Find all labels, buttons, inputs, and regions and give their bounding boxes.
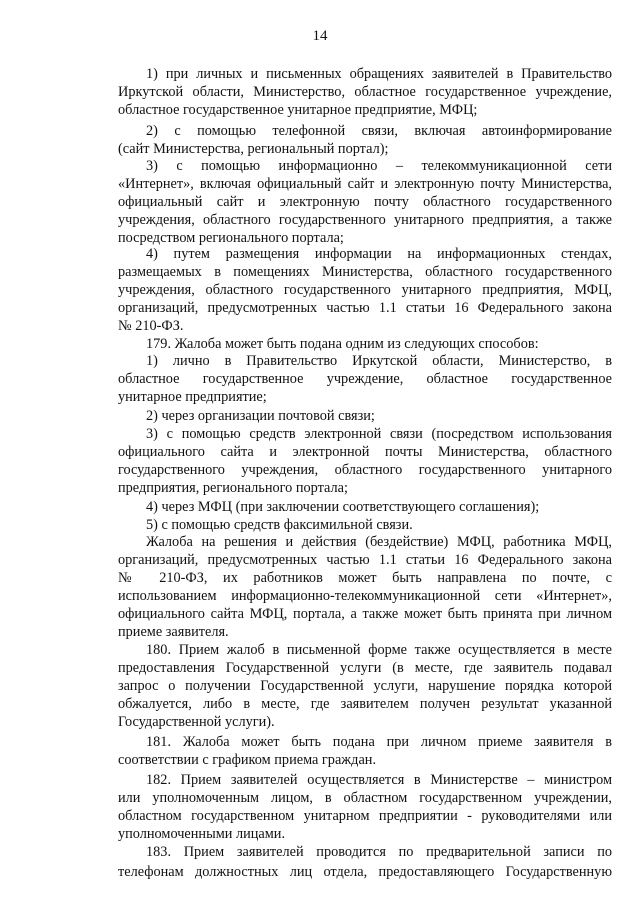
text-line: областное государственное унитарное предприятие, МФЦ; bbox=[118, 102, 478, 118]
text-line: 180. Прием жалоб в письменной форме также осуществляется в месте bbox=[146, 642, 612, 658]
text-line: использованием информационно-телекоммуникационной сети «Интернет», bbox=[118, 588, 612, 604]
text-line: 182. Прием заявителей осуществляется в Министерстве – министром bbox=[146, 772, 612, 788]
text-line: приеме заявителя. bbox=[118, 624, 229, 640]
text-line: 1) лично в Правительство Иркутской области, Министерство, в bbox=[146, 353, 612, 369]
text-line: 183. Прием заявителей проводится по предварительной записи по bbox=[146, 844, 612, 860]
text-line: предприятия, регионального портала; bbox=[118, 480, 348, 496]
text-line: уполномоченными лицами. bbox=[118, 826, 286, 842]
text-line: посредством регионального портала; bbox=[118, 230, 344, 246]
text-line: № 210-ФЗ, их работников может быть направлена по почте, с bbox=[118, 570, 612, 586]
text-line: 3) с помощью средств электронной связи (посредством использования bbox=[146, 426, 612, 442]
text-line: соответствии с графиком приема граждан. bbox=[118, 752, 377, 768]
text-line: 3) с помощью информационно – телекоммуникационной сети bbox=[146, 158, 612, 174]
text-line: Жалоба на решения и действия (бездействие) МФЦ, работника МФЦ, bbox=[146, 534, 612, 550]
text-line: организаций, предусмотренных частью 1.1 статьи 16 Федерального закона bbox=[118, 552, 612, 568]
text-line: официального сайта МФЦ, портала, а также может быть принята при личном bbox=[118, 606, 612, 622]
text-line: учреждения, областного государственного унитарного предприятия, МФЦ, bbox=[118, 282, 612, 298]
text-line: государственного учреждения, областного государственного унитарного bbox=[118, 462, 612, 478]
text-line: (сайт Министерства, региональный портал); bbox=[118, 141, 389, 157]
text-line: 5) с помощью средств факсимильной связи. bbox=[146, 517, 413, 533]
text-line: 4) через МФЦ (при заключении соответствующего соглашения); bbox=[146, 499, 540, 515]
text-line: организаций, предусмотренных частью 1.1 статьи 16 Федерального закона bbox=[118, 300, 612, 316]
text-line: Иркутской области, Министерство, областное государственное учреждение, bbox=[118, 84, 612, 100]
text-line: 2) через организации почтовой связи; bbox=[146, 408, 375, 424]
text-line: обжалуется, либо в месте, где заявителем получен результат указанной bbox=[118, 696, 612, 712]
text-line: официальный сайт и электронную почту областного государственного bbox=[118, 194, 612, 210]
text-line: Государственной услуги). bbox=[118, 714, 275, 730]
text-line: размещаемых в помещениях Министерства, областного государственного bbox=[118, 264, 612, 280]
text-line: унитарное предприятие; bbox=[118, 389, 267, 405]
text-line: 181. Жалоба может быть подана при личном приеме заявителя в bbox=[146, 734, 612, 750]
text-line: 4) путем размещения информации на информационных стендах, bbox=[146, 246, 612, 262]
text-line: запрос о получении Государственной услуги, нарушение порядка которой bbox=[118, 678, 612, 694]
text-line: «Интернет», включая официальный сайт и электронную почту Министерства, bbox=[118, 176, 612, 192]
text-line: официального сайта и электронной почты Министерства, областного bbox=[118, 444, 612, 460]
text-line: 179. Жалоба может быть подана одним из следующих способов: bbox=[146, 336, 539, 352]
text-line: № 210-ФЗ. bbox=[118, 318, 184, 334]
text-line: или уполномоченным лицом, в областном государственном учреждении, bbox=[118, 790, 612, 806]
text-line: областное государственное учреждение, областное государственное bbox=[118, 371, 612, 387]
text-line: 2) с помощью телефонной связи, включая автоинформирование bbox=[146, 123, 612, 139]
text-line: учреждения, областного государственного унитарного предприятия, а также bbox=[118, 212, 612, 228]
text-line: телефонам должностных лиц отдела, предоставляющего Государственную bbox=[118, 864, 612, 880]
text-line: 1) при личных и письменных обращениях заявителей в Правительство bbox=[146, 66, 612, 82]
page-number: 14 bbox=[312, 28, 328, 44]
text-line: предоставления Государственной услуги (в месте, где заявитель подавал bbox=[118, 660, 612, 676]
text-line: областном государственном унитарном предприятии - руководителями или bbox=[118, 808, 612, 824]
